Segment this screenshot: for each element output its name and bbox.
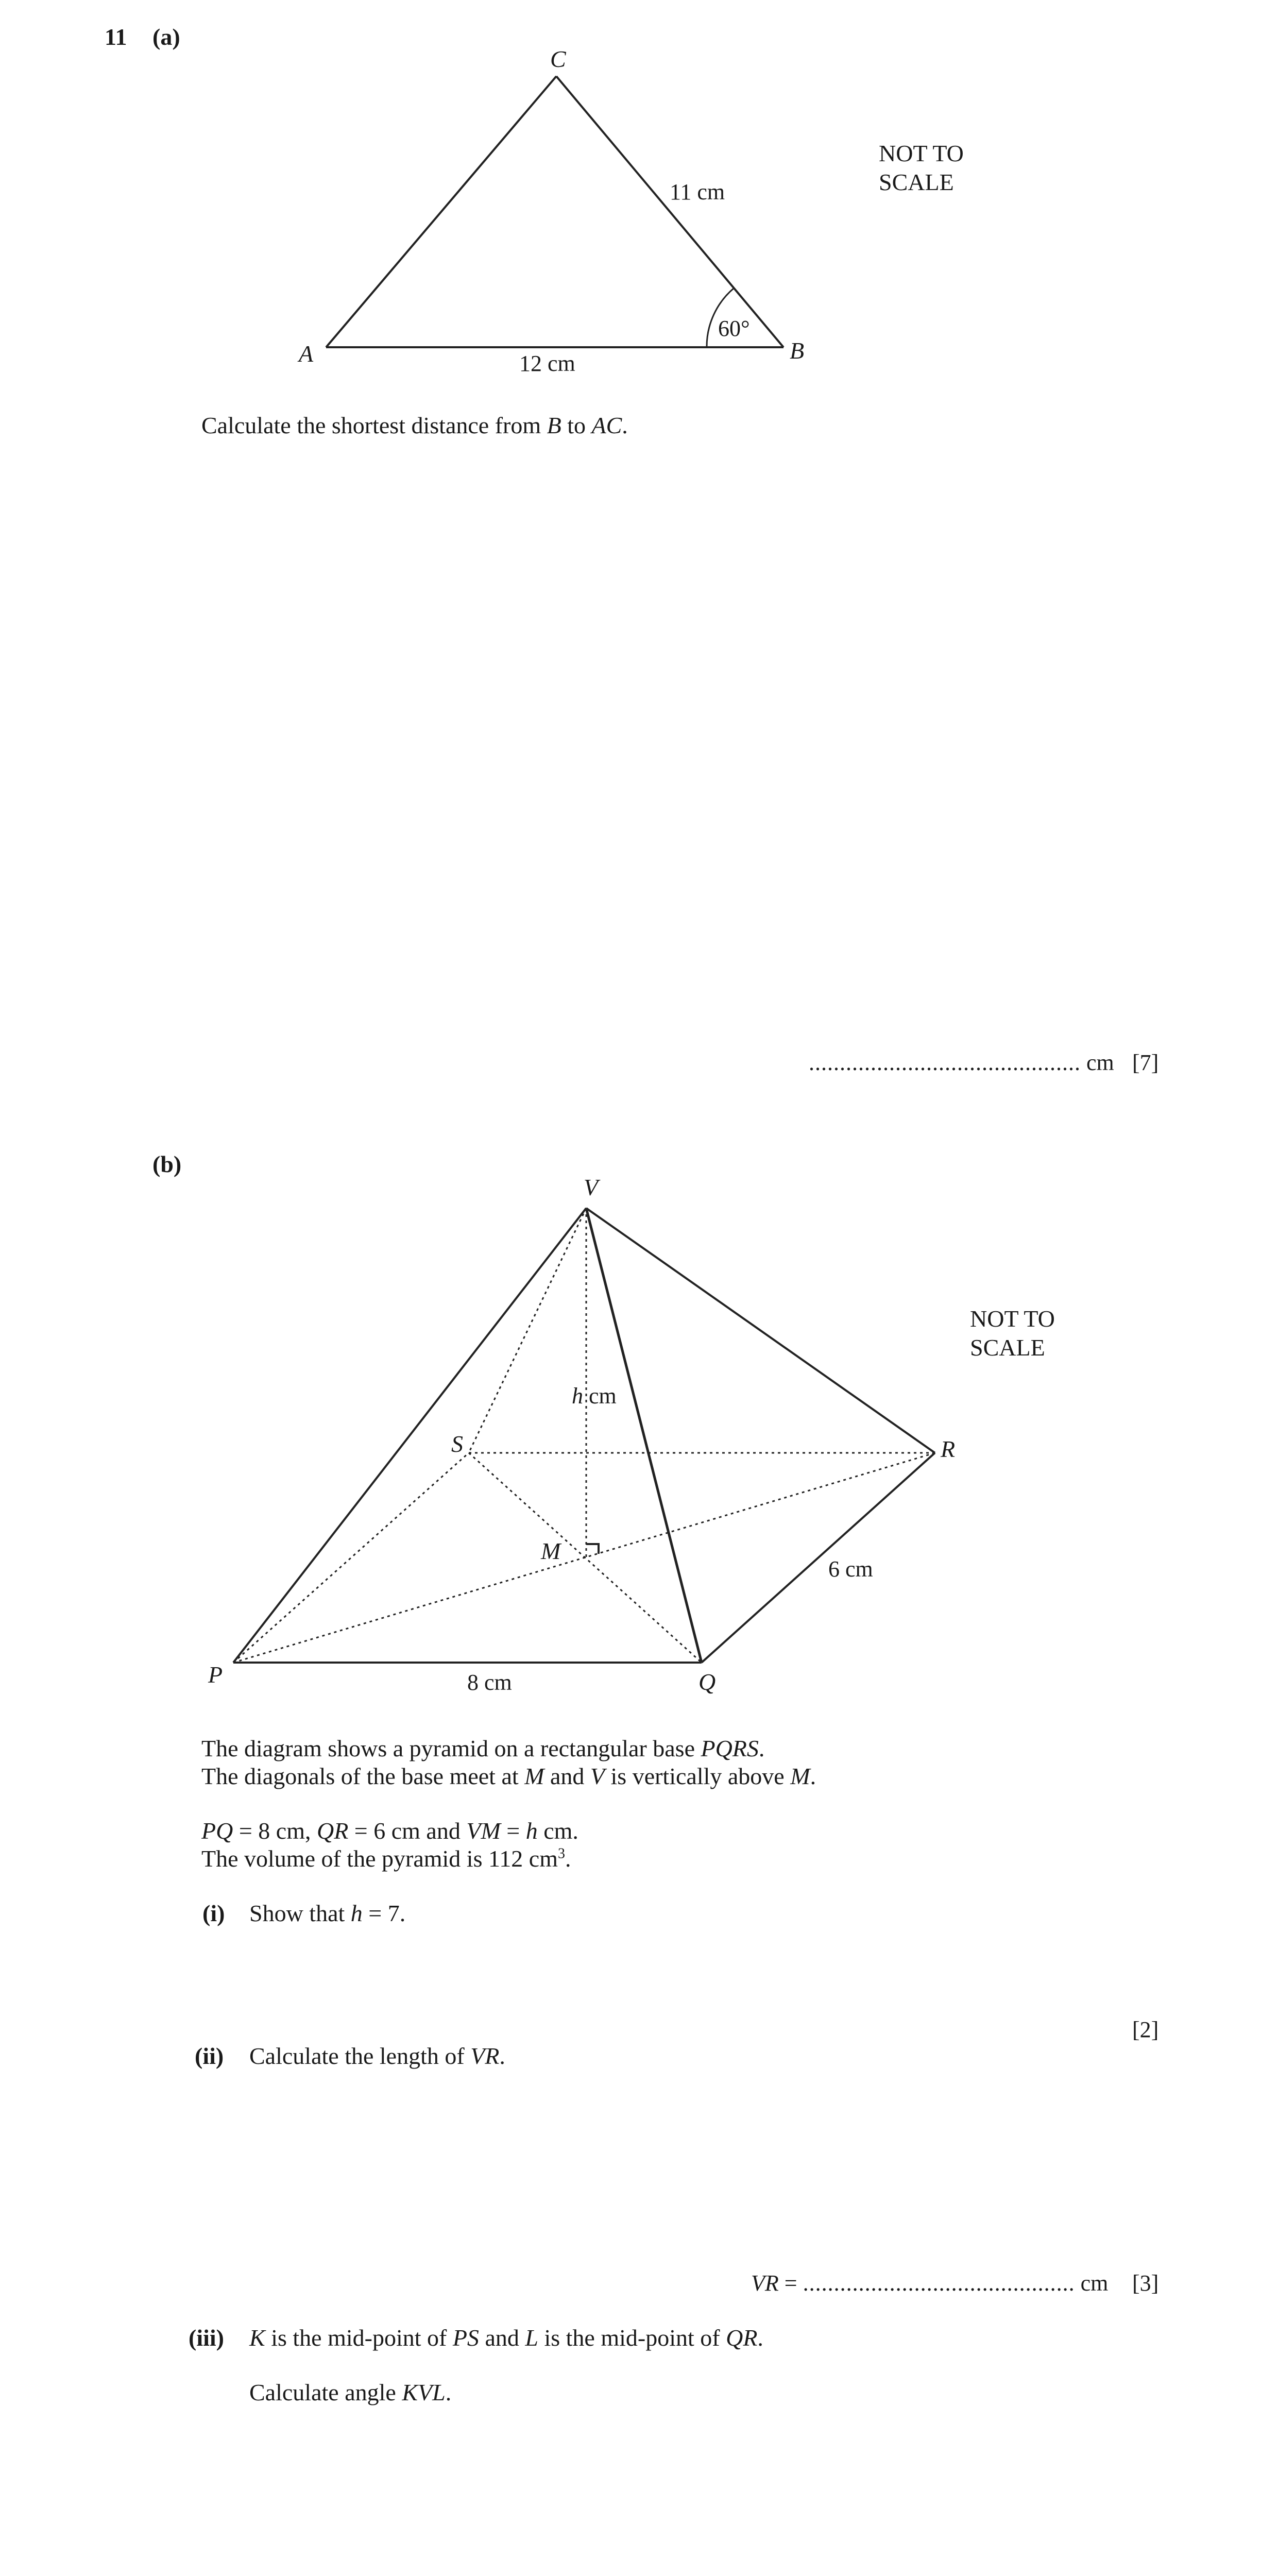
sub-ii-marks: [3]: [1132, 2270, 1159, 2296]
part-a-answer-line[interactable]: ............................................ cm: [809, 1050, 1114, 1075]
diagonal-sq: [469, 1453, 702, 1663]
not-to-scale-a-line2: SCALE: [879, 169, 954, 195]
sub-i-prompt: Show that h = 7.: [249, 1900, 406, 1926]
vertex-p-label: P: [208, 1662, 223, 1688]
not-to-scale-a-line1: NOT TO: [879, 140, 964, 166]
sub-i-marks: [2]: [1132, 2017, 1159, 2042]
vertex-a-label: A: [299, 341, 314, 367]
vertex-v-label: V: [584, 1174, 599, 1200]
vertex-b-label: B: [790, 337, 805, 364]
vertex-m-label: M: [541, 1538, 561, 1564]
vertex-c-label: C: [550, 46, 566, 72]
part-a-marks: [7]: [1132, 1050, 1159, 1075]
vertex-q-label: Q: [698, 1669, 716, 1695]
part-b-volume: The volume of the pyramid is 112 $cm^3$.: [201, 1845, 571, 1872]
side-ab-label: 12 cm: [519, 351, 575, 376]
sub-iii-prompt-line2: Calculate angle KVL.: [249, 2379, 452, 2405]
sub-i-label: (i): [202, 1900, 225, 1926]
edge-vs: [469, 1208, 586, 1453]
side-qr-label: 6 cm: [828, 1556, 873, 1582]
angle-b-label: 60°: [718, 316, 750, 341]
part-b-given-values: PQ = 8 cm, QR = 6 cm and VM = h cm.: [201, 1818, 578, 1844]
sub-iii-label: (iii): [189, 2325, 224, 2351]
sub-iii-prompt-line1: K is the mid-point of PS and L is the mid-point of QR.: [249, 2325, 763, 2351]
edge-vp: [233, 1208, 586, 1663]
part-b-description-line2: The diagonals of the base meet at M and V is vertically above M.: [201, 1763, 816, 1789]
height-h-label: h cm: [572, 1383, 617, 1409]
sub-ii-prompt: Calculate the length of VR.: [249, 2043, 505, 2069]
side-pq-label: 8 cm: [467, 1670, 512, 1695]
part-a-prompt: Calculate the shortest distance from B to AC.: [201, 412, 628, 438]
part-a-label: (a): [152, 24, 180, 50]
vertex-s-label: S: [451, 1431, 463, 1457]
vertex-r-label: R: [941, 1436, 956, 1462]
right-angle-marker: [586, 1544, 599, 1554]
not-to-scale-b-line2: SCALE: [970, 1334, 1045, 1361]
part-b-label: (b): [152, 1151, 182, 1177]
not-to-scale-b-line1: NOT TO: [970, 1306, 1055, 1332]
sub-ii-answer-line[interactable]: VR = ............................................ cm: [751, 2270, 1109, 2296]
edge-ps: [233, 1453, 469, 1663]
edge-qr: [702, 1453, 935, 1663]
side-cb-label: 11 cm: [670, 179, 725, 205]
sub-ii-label: (ii): [195, 2043, 224, 2069]
part-b-description-line1: The diagram shows a pyramid on a rectangular base PQRS.: [201, 1735, 765, 1761]
question-number: 11: [105, 24, 127, 50]
